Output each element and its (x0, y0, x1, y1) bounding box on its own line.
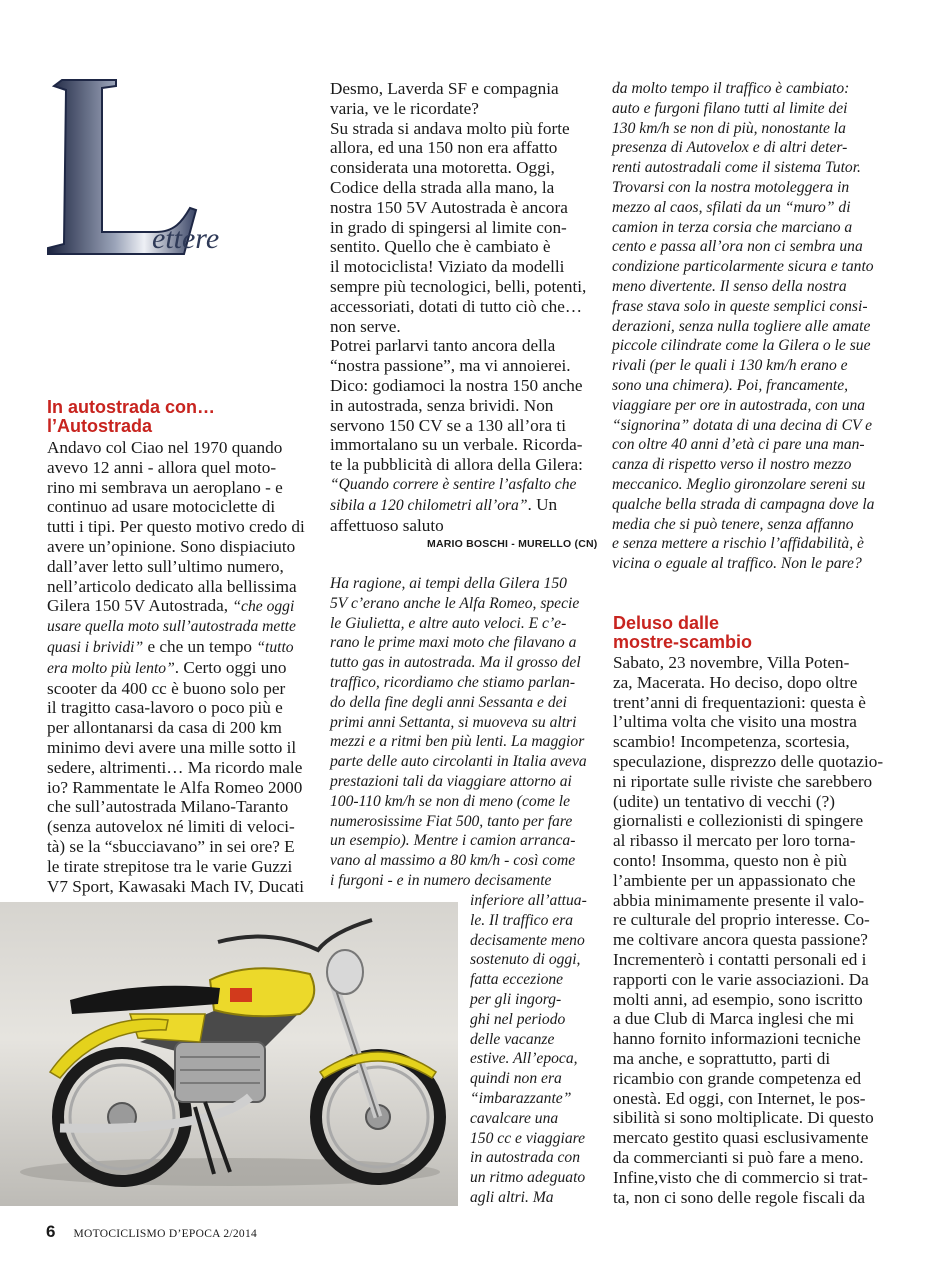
text-line: Potrei parlarvi tanto ancora della (330, 336, 556, 356)
text-line: sempre più tecnologici, belli, potenti, (330, 276, 587, 296)
text-line: le. Il traffico era (470, 911, 574, 929)
text-run: . Certo oggi uno (174, 657, 287, 677)
text-line: “Quando correre è sentire l’asfalto che (330, 475, 577, 493)
text-line: presenza di Autovelox e di altri deter- (612, 139, 848, 157)
heading-line: mostre-scambio (613, 632, 753, 652)
heading-line: Deluso dalle (613, 613, 720, 633)
text-line: continuo ad usare motociclette di (47, 497, 276, 517)
text-line: Incrementerò i contatti personali ed i (613, 949, 867, 969)
text-line: tutto gas in autostrada. Ma il grosso del (330, 654, 581, 672)
text-line: derazioni, senza nulla togliere alle amate (612, 317, 871, 335)
text-line: il tragitto casa-lavoro o poco più e (47, 698, 283, 718)
text-line: delle vacanze (470, 1030, 555, 1048)
text-line: 100-110 km/h se non di meno (come le (330, 792, 571, 810)
text-line: nell’articolo dedicato alla bellissima (47, 576, 297, 596)
text-line: meccanico. Meglio gironzolare sereni su (612, 475, 866, 493)
text-line (47, 658, 305, 679)
text-line: conto! Insomma, questo non è più (613, 850, 847, 870)
text-line (47, 596, 305, 617)
page-footer (46, 1222, 257, 1242)
text-line: numerosissime Fiat 500, tanto per fare (330, 812, 573, 830)
text-line: io? Rammentate le Alfa Romeo 2000 (47, 777, 303, 797)
text-line: un ritmo adeguato (470, 1169, 586, 1187)
text-line: sostenuto di oggi, (470, 951, 581, 969)
text-line: rano le prime maxi moto che filavano a (330, 634, 577, 652)
quote-run: “tutto (256, 638, 294, 656)
text-line: le Giulietta, e altre auto veloci. E c’e- (330, 614, 567, 632)
text-line: auto e furgoni filano tutti al limite dei (612, 99, 848, 117)
text-line: i furgoni - e in numero decisamente (330, 871, 552, 889)
text-line: da molto tempo il traffico è cambiato: (612, 80, 850, 97)
text-line: primi anni Settanta, si muoveva su altri (330, 713, 577, 731)
text-line: Sabato, 23 novembre, Villa Poten- (613, 653, 850, 672)
text-line: Dico: godiamoci la nostra 150 anche (330, 375, 583, 395)
text-line: a due Club di Marca inglesi che mi (613, 1009, 855, 1029)
text-line: il motociclista! Viziato da modelli (330, 257, 565, 277)
text-line: un esempio). Mentre i camion arranca- (330, 832, 576, 850)
text-line: sedere, altrimenti… Ma ricordo male (47, 757, 303, 777)
text-line: hanno fornito informazioni tecniche (613, 1029, 861, 1049)
text-line: avevo 12 anni - allora quel moto- (47, 457, 277, 477)
text-line: prestazioni tali da viaggiare attorno ai (330, 772, 572, 790)
masthead (44, 72, 264, 262)
text-line: trent’anni di frequentazioni: questa è (613, 692, 866, 712)
article-2-heading (613, 614, 752, 652)
text-line: e senza mettere a rischio l’affidabilità, è (612, 535, 864, 553)
masthead-title: ettere (152, 222, 220, 255)
text-line: canza di rispetto verso il nostro mezzo (612, 456, 852, 474)
text-run: Gilera 150 5V Autostrada, (47, 596, 233, 616)
text-line: nostra 150 5V Autostrada è ancora (330, 197, 568, 217)
text-line: qualche bella strada di campagna dove la (612, 495, 875, 513)
text-line: in grado di spingersi al limite con- (330, 217, 567, 237)
text-line (47, 637, 305, 658)
editor-reply-narrow (470, 891, 587, 1208)
text-line: vano al massimo a 80 km/h - così come (330, 852, 576, 870)
text-line: ricambio con grande competenza ed (613, 1068, 862, 1088)
text-line: fatta eccezione (470, 971, 564, 989)
text-line: Su strada si andava molto più forte (330, 118, 570, 138)
text-line: ta, non ci sono delle regole fiscali da (613, 1187, 865, 1207)
text-line: onestà. Ed oggi, con Internet, le pos- (613, 1088, 866, 1108)
text-line: do della fine degli anni Sessanta e dei (330, 693, 567, 711)
text-line: ghi nel periodo (470, 1010, 566, 1028)
text-line: te la pubblicità di allora della Gilera: (330, 455, 583, 475)
text-line: re culturale del proprio interesse. Co- (613, 910, 870, 930)
text-line: Infine,visto che di commercio si trat- (613, 1167, 868, 1187)
editor-reply (330, 574, 587, 891)
quote-run: “che oggi (232, 598, 295, 616)
text-run: . Un (527, 494, 558, 514)
text-line: “imbarazzante” (470, 1089, 572, 1107)
text-line: (udite) un tentativo di vecchi (?) (613, 791, 835, 811)
text-line: minimo devi avere una mille sotto il (47, 737, 297, 757)
text-line: Ha ragione, ai tempi della Gilera 150 (330, 575, 567, 592)
text-line: allora, ed una 150 non era affatto (330, 138, 558, 158)
text-line: varia, ve le ricordate? (330, 98, 479, 118)
text-line: 150 cc e viaggiare (470, 1129, 586, 1147)
text-line: Trovarsi con la nostra motoleggera in (612, 178, 850, 196)
text-line: V7 Sport, Kawasaki Mach IV, Ducati (47, 876, 304, 896)
text-line: estive. All’epoca, (470, 1050, 578, 1068)
text-line: usare quella moto sull’autostrada mette (47, 618, 296, 636)
text-line: affettuoso saluto (330, 515, 444, 535)
text-line: camion in terza corsia che marciano a (612, 218, 853, 236)
text-line: inferiore all’attua- (470, 892, 587, 909)
text-line: traffico, ricordiamo che stiamo parlan- (330, 673, 576, 691)
text-line: za, Macerata. Ho deciso, dopo oltre (613, 672, 858, 692)
quote-run: quasi i brividi” (47, 638, 144, 656)
text-line: renti autostradali come il sistema Tutor. (612, 159, 861, 177)
text-line: sono una chimera). Poi, francamente, (612, 376, 849, 394)
text-line: rino mi sembrava un aeroplano - e (47, 477, 283, 497)
text-line: Codice della strada alla mano, la (330, 177, 555, 197)
text-line: sibilità si sono moltiplicate. Di questo (613, 1108, 874, 1128)
magazine-issue: MOTOCICLISMO D’EPOCA 2/2014 (73, 1228, 258, 1240)
text-line: speculazione, disprezzo delle quotazio- (613, 751, 884, 771)
text-line: media che si può tenere, senza affanno (612, 515, 854, 533)
article-1-heading (47, 398, 215, 436)
text-line: scambio! Incompetenza, scortesia, (613, 732, 850, 752)
article-1-body-continued (330, 79, 586, 535)
text-line: immortalano su un verbale. Ricorda- (330, 435, 583, 455)
text-line: agli altri. Ma (470, 1188, 554, 1206)
text-line: sentito. Quello che è cambiato è (330, 237, 551, 257)
text-line: rivali (per le quali i 130 km/h erano e (612, 357, 848, 375)
text-line: per gli ingorg- (470, 990, 562, 1008)
text-line: Desmo, Laverda SF e compagnia (330, 79, 559, 98)
article-2-body (613, 653, 883, 1207)
text-line: me coltivare ancora questa passione? (613, 930, 868, 950)
text-line: giornalisti e collezionisti di spingere (613, 811, 864, 831)
text-line: mezzo al caos, sfilati da un “muro” di (612, 198, 851, 216)
text-line: cavalcare una (470, 1109, 559, 1127)
text-line: tutti i tipi. Per questo motivo credo di (47, 517, 305, 537)
text-line: ni riportate sulle riviste che sarebbero (613, 771, 873, 791)
text-line: 5V c’erano anche le Alfa Romeo, specie (330, 594, 580, 612)
quote-run: sibila a 120 chilometri all’ora” (330, 496, 528, 514)
editor-reply-continued (612, 79, 874, 574)
text-line (330, 495, 586, 516)
text-line: frase stava solo in queste semplici consi- (612, 297, 868, 315)
text-line: quindi non era (470, 1070, 562, 1088)
text-line: considerata una motoretta. Oggi, (330, 158, 555, 178)
text-line: per allontanarsi da casa di 200 km (47, 718, 282, 738)
text-line: dall’aver letto sull’ultimo numero, (47, 556, 284, 576)
text-line: l’ambiente per un appassionato che (613, 870, 856, 890)
text-line: mezzi e a ritmi ben più lenti. La maggior (330, 733, 585, 751)
text-line: Andavo col Ciao nel 1970 quando (47, 438, 283, 457)
letter-signature: MARIO BOSCHI - MURELLO (CN) (427, 538, 598, 550)
text-line: scooter da 400 cc è buono solo per (47, 678, 286, 698)
text-line: non serve. (330, 316, 401, 336)
text-run: e che un tempo (143, 636, 257, 656)
text-line: tà) se la “sbucciavano” in sei ore? E (47, 836, 295, 856)
text-line: accessoriati, dotati di tutto ciò che… (330, 296, 583, 316)
heading-line: l’Autostrada (47, 416, 153, 436)
quote-run: era molto più lento” (47, 659, 175, 677)
text-line: 130 km/h se non di più, nonostante la (612, 119, 846, 137)
text-line: le tirate strepitose tra le varie Guzzi (47, 856, 293, 876)
article-1-body (47, 438, 305, 896)
text-line: mercato gestito quasi esclusivamente (613, 1128, 869, 1148)
text-line: rapporti con le varie associazioni. Da (613, 969, 869, 989)
text-line: piccole cilindrate come la Gilera o le sue (612, 337, 871, 355)
text-line: da commercianti si può fare a meno. (613, 1147, 864, 1167)
text-line: avere un’opinione. Sono dispiaciuto (47, 536, 296, 556)
text-line: meno divertente. Il senso della nostra (612, 277, 847, 295)
page-number: 6 (46, 1222, 56, 1241)
text-line: ma anche, e soprattutto, parti di (613, 1048, 831, 1068)
text-line: servono 150 CV se a 130 all’ora ti (330, 415, 566, 435)
text-line: parte delle auto circolanti in Italia aveva (330, 753, 587, 771)
text-line: decisamente meno (470, 931, 585, 949)
motorcycle-illustration (0, 902, 458, 1206)
text-line: viaggiare per ore in autostrada, con una (612, 396, 866, 414)
text-line: molti anni, ad esempio, sono iscritto (613, 989, 863, 1009)
text-line: abbia minimamente presente il valo- (613, 890, 865, 910)
text-line: vicina o eguale al traffico. Non le pare? (612, 555, 862, 573)
text-line: (senza autovelox né limiti di veloci- (47, 817, 295, 837)
text-line: condizione particolarmente sicura e tanto (612, 258, 874, 276)
text-line: con oltre 40 anni d’età ci pare una man- (612, 436, 865, 454)
text-line: al ribasso il mercato per loro torna- (613, 831, 856, 851)
text-line: “signorina” dotata di una decina di CV e (612, 416, 873, 434)
text-line: in autostrada, senza brividi. Non (330, 395, 554, 415)
motorcycle-photo (0, 902, 458, 1206)
text-line: l’ultima volta che visito una mostra (613, 712, 857, 732)
heading-line: In autostrada con… (47, 397, 216, 417)
text-line: che sull’autostrada Milano-Taranto (47, 797, 289, 817)
text-line: “nostra passione”, ma vi annoierei. (330, 356, 571, 376)
text-line: cento e passa all’ora non ci sembra una (612, 238, 863, 256)
text-line: in autostrada con (470, 1149, 581, 1167)
